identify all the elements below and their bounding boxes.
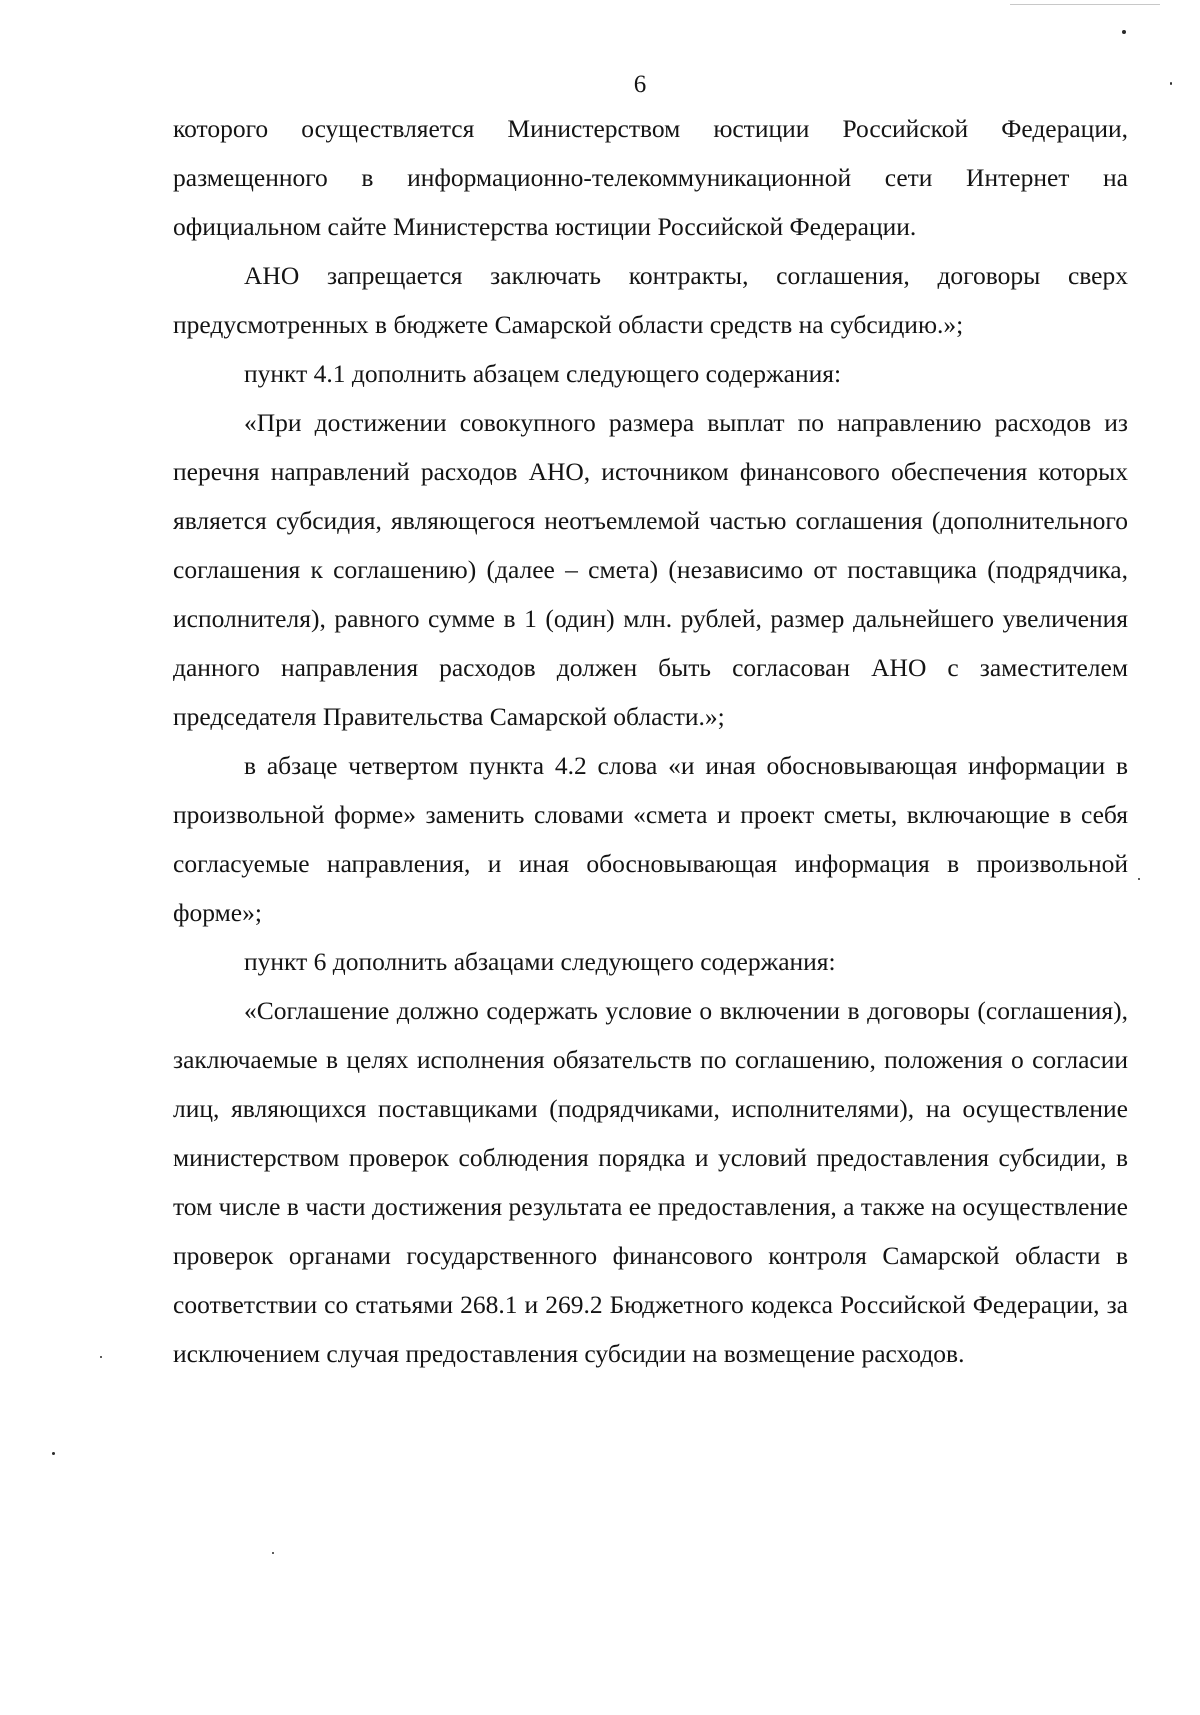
- paragraph-clause-6-text: «Соглашение должно содержать условие о включении в договоры (соглашения), заключаемые в целях исполнения обязательств по соглашению, положения о согласии лиц, являющихся поставщиками (подрядчиками, исполнителями), на осуществление министерством проверок соблюдения порядка и условий предоставления субсидии, в том числе в части достижения результата ее предоставления, а также на осуществление проверок органами государственного финансового контроля Самарской области в соответствии со статьями 268.1 и 269.2 Бюджетного кодекса Российской Федерации, за исключением случая предоставления субсидии на возмещение расходов.: [173, 996, 1128, 1368]
- page-number: 6: [633, 71, 647, 98]
- scan-speck: [1122, 30, 1126, 34]
- paragraph-clause-6-intro: пункт 6 дополнить абзацами следующего содержания:: [244, 947, 836, 976]
- scan-speck: [272, 1552, 274, 1554]
- scan-speck: [100, 1356, 102, 1358]
- paragraph-contracts-prohibition: АНО запрещается заключать контракты, соглашения, договоры сверх предусмотренных в бюджете Самарской области средств на субсидию.»;: [173, 261, 1128, 339]
- scan-speck: [1138, 878, 1140, 880]
- scan-speck: [52, 1452, 55, 1455]
- scan-artifact-line: [1010, 4, 1160, 5]
- document-body: [173, 104, 1128, 1378]
- paragraph-continuation: которого осуществляется Министерством юстиции Российской Федерации, размещенного в информационно-телекоммуникационной сети Интернет на официальном сайте Министерства юстиции Российской Федерации.: [173, 114, 1128, 241]
- paragraph-clause-4-1-text: «При достижении совокупного размера выплат по направлению расходов из перечня направлений расходов АНО, источником финансового обеспечения которых является субсидия, являющегося неотъемлемой частью соглашения (дополнительного соглашения к соглашению) (далее – смета) (независимо от поставщика (подрядчика, исполнителя), равного сумме в 1 (один) млн. рублей, размер дальнейшего увеличения данного направления расходов должен быть согласован АНО с заместителем председателя Правительства Самарской области.»;: [173, 408, 1128, 731]
- paragraph-clause-4-1-intro: пункт 4.1 дополнить абзацем следующего содержания:: [244, 359, 842, 388]
- paragraph-clause-4-2-amendment: в абзаце четвертом пункта 4.2 слова «и иная обосновывающая информации в произвольной форме» заменить словами «смета и проект сметы, включающие в себя согласуемые направления, и иная обосновывающая информация в произвольной форме»;: [173, 751, 1128, 927]
